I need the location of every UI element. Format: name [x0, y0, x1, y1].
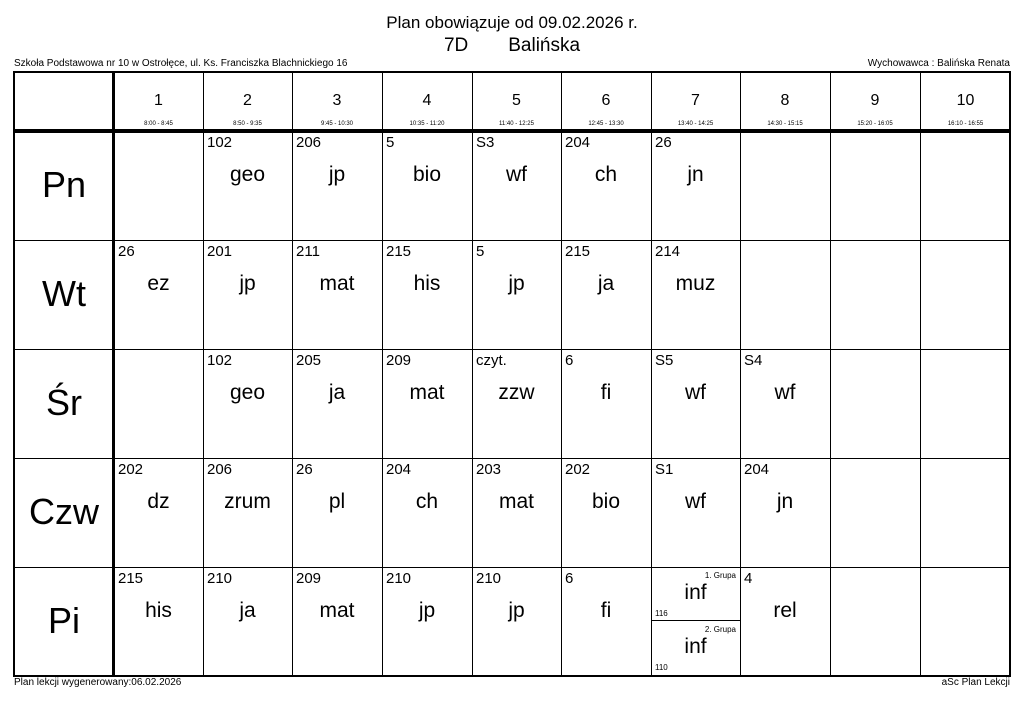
lesson-room: 102 — [207, 352, 233, 369]
lesson-cell — [561, 131, 651, 240]
period-time: 11:40 - 12:25 — [499, 121, 534, 127]
lesson-subject: fi — [600, 599, 612, 622]
period-time: 10:35 - 11:20 — [409, 121, 445, 127]
period-number: 5 — [512, 92, 521, 109]
lesson-subject: ja — [239, 599, 256, 622]
lesson-subject: muz — [675, 272, 716, 295]
lesson-room: 203 — [476, 461, 502, 478]
group-lesson — [651, 622, 740, 675]
lesson-cell — [651, 349, 740, 458]
period-header — [561, 73, 651, 131]
school-info: Szkoła Podstawowa nr 10 w Ostrołęce, ul. Ks. Franciszka Blachnickiego 16 — [14, 58, 348, 69]
lesson-room: S4 — [744, 352, 763, 369]
day-label: Pi — [47, 600, 80, 641]
lesson-room: 204 — [565, 134, 591, 151]
lesson-subject: jp — [508, 599, 525, 622]
lesson-cell — [561, 240, 651, 349]
app-name: aSc Plan Lekcji — [941, 677, 1010, 688]
period-time: 15:20 - 16:05 — [857, 121, 893, 127]
period-number: 3 — [332, 92, 342, 109]
period-header — [382, 73, 472, 131]
lesson-subject: bio — [591, 490, 621, 513]
lesson-room: 201 — [207, 243, 233, 260]
period-time: 14:30 - 15:15 — [767, 121, 803, 127]
lesson-subject: ez — [147, 272, 170, 295]
lesson-cell — [472, 567, 561, 677]
lesson-subject: dz — [147, 490, 170, 513]
homeroom-teacher: Wychowawca : Balińska Renata — [867, 58, 1010, 69]
group-label: 2. Grupa — [704, 625, 736, 634]
lesson-subject: ch — [594, 163, 618, 186]
title: Plan obowiązuje od 09.02.2026 r. — [386, 13, 638, 32]
period-number: 7 — [691, 92, 700, 109]
timetable-grid — [13, 71, 1011, 677]
lesson-cell — [472, 131, 561, 240]
lesson-room: czyt. — [476, 352, 507, 369]
period-header — [740, 73, 830, 131]
day-label: Pn — [41, 163, 87, 205]
period-header — [920, 73, 1011, 131]
period-number: 9 — [870, 92, 880, 109]
lesson-cell — [472, 240, 561, 349]
lesson-room: 6 — [565, 352, 574, 369]
lesson-subject: wf — [506, 163, 527, 186]
lesson-room: 210 — [476, 570, 502, 587]
lesson-cell — [114, 567, 203, 677]
generated-date: Plan lekcji wygenerowany:06.02.2026 — [14, 677, 182, 688]
lesson-subject: pl — [328, 490, 346, 513]
period-number: 10 — [956, 92, 975, 109]
lesson-cell — [382, 458, 472, 567]
lesson-subject: inf — [684, 635, 707, 658]
lesson-room: 26 — [118, 243, 135, 260]
lesson-room: 215 — [386, 243, 412, 260]
lesson-subject: wf — [774, 381, 796, 404]
lesson-cell — [203, 131, 292, 240]
grid-column-divider — [830, 71, 831, 677]
lesson-room: 5 — [476, 243, 485, 260]
class-name: 7D — [443, 35, 469, 56]
lesson-cell — [203, 567, 292, 677]
period-time: 16:10 - 16:55 — [947, 121, 984, 127]
lesson-room: 202 — [565, 461, 591, 478]
lesson-subject: mat — [319, 599, 355, 622]
lesson-room: 26 — [655, 134, 672, 151]
lesson-subject: bio — [412, 163, 442, 186]
lesson-room: 210 — [386, 570, 412, 587]
lesson-room: 205 — [296, 352, 322, 369]
lesson-cell — [651, 131, 740, 240]
lesson-room: S1 — [655, 461, 674, 478]
lesson-subject: jp — [239, 272, 256, 295]
lesson-subject: ja — [328, 381, 346, 404]
lesson-subject: his — [413, 272, 441, 295]
lesson-cell — [382, 240, 472, 349]
lesson-subject: ja — [597, 272, 615, 295]
group-divider — [651, 620, 740, 621]
lesson-cell — [203, 240, 292, 349]
lesson-subject: zzw — [498, 381, 535, 404]
lesson-cell — [472, 458, 561, 567]
day-label: Czw — [29, 490, 99, 532]
lesson-cell — [651, 458, 740, 567]
lesson-cell — [561, 567, 651, 677]
group-lesson — [651, 568, 740, 621]
lesson-cell — [203, 349, 292, 458]
lesson-room: 209 — [386, 352, 412, 369]
lesson-subject: rel — [773, 599, 797, 622]
period-number: 2 — [243, 92, 252, 109]
lesson-subject: geo — [229, 381, 266, 404]
lesson-room: 110 — [655, 663, 668, 672]
lesson-subject: jp — [508, 272, 525, 295]
period-number: 6 — [601, 92, 611, 109]
lesson-room: 102 — [207, 134, 233, 151]
period-number: 1 — [154, 92, 163, 109]
class-line — [0, 35, 1024, 57]
lesson-room: S3 — [476, 134, 495, 151]
period-header — [292, 73, 382, 131]
lesson-cell — [740, 458, 830, 567]
lesson-subject: wf — [685, 381, 706, 404]
lesson-cell — [382, 131, 472, 240]
lesson-subject: mat — [409, 381, 445, 404]
period-time: 8:00 - 8:45 — [144, 121, 173, 127]
lesson-subject: geo — [229, 163, 266, 186]
lesson-cell — [292, 349, 382, 458]
lesson-subject: mat — [319, 272, 355, 295]
lesson-cell — [203, 458, 292, 567]
lesson-room: 26 — [296, 461, 313, 478]
lesson-cell — [382, 567, 472, 677]
lesson-cell — [651, 567, 740, 677]
lesson-room: 206 — [207, 461, 233, 478]
lesson-room: 5 — [386, 134, 395, 151]
lesson-room: 4 — [744, 570, 753, 587]
lesson-room: 6 — [565, 570, 574, 587]
group-label: 1. Grupa — [704, 571, 736, 580]
lesson-cell — [651, 240, 740, 349]
lesson-cell — [114, 240, 203, 349]
lesson-cell — [740, 349, 830, 458]
lesson-room: 204 — [744, 461, 770, 478]
lesson-room: 210 — [207, 570, 233, 587]
lesson-subject: jn — [776, 490, 794, 513]
lesson-cell — [740, 567, 830, 677]
period-header — [203, 73, 292, 131]
lesson-cell — [292, 458, 382, 567]
class-teacher: Balińska — [508, 35, 581, 56]
period-time: 9:45 - 10:30 — [320, 121, 354, 127]
lesson-cell — [114, 458, 203, 567]
period-number: 8 — [780, 92, 790, 109]
lesson-room: 202 — [118, 461, 144, 478]
lesson-subject: ch — [415, 490, 439, 513]
lesson-subject: jn — [687, 163, 704, 186]
period-header — [472, 73, 561, 131]
lesson-room: 214 — [655, 243, 681, 260]
lesson-subject: fi — [600, 381, 612, 404]
lesson-subject: his — [145, 599, 172, 622]
period-time: 13:40 - 14:25 — [677, 121, 714, 127]
lesson-room: 215 — [118, 570, 144, 587]
lesson-room: 204 — [386, 461, 412, 478]
period-time: 12:45 - 13:30 — [588, 121, 624, 127]
lesson-room: S5 — [655, 352, 674, 369]
lesson-subject: inf — [684, 581, 707, 604]
lesson-subject: mat — [498, 490, 534, 513]
lesson-subject: jp — [328, 163, 346, 186]
grid-column-divider — [920, 71, 921, 677]
period-header — [830, 73, 920, 131]
lesson-cell — [382, 349, 472, 458]
day-label: Śr — [46, 381, 82, 423]
lesson-cell — [561, 458, 651, 567]
day-label: Wt — [42, 272, 86, 314]
lesson-cell — [561, 349, 651, 458]
lesson-room: 209 — [296, 570, 322, 587]
period-header — [651, 73, 740, 131]
lesson-room: 206 — [296, 134, 322, 151]
period-header — [114, 73, 203, 131]
lesson-room: 215 — [565, 243, 591, 260]
period-time: 8:50 - 9:35 — [233, 121, 262, 127]
lesson-cell — [292, 567, 382, 677]
lesson-subject: jp — [418, 599, 436, 622]
lesson-room: 116 — [655, 609, 668, 618]
lesson-room: 211 — [296, 243, 320, 260]
period-number: 4 — [422, 92, 432, 109]
lesson-cell — [292, 240, 382, 349]
lesson-cell — [472, 349, 561, 458]
lesson-subject: wf — [685, 490, 706, 513]
lesson-subject: zrum — [224, 490, 271, 513]
lesson-cell — [292, 131, 382, 240]
